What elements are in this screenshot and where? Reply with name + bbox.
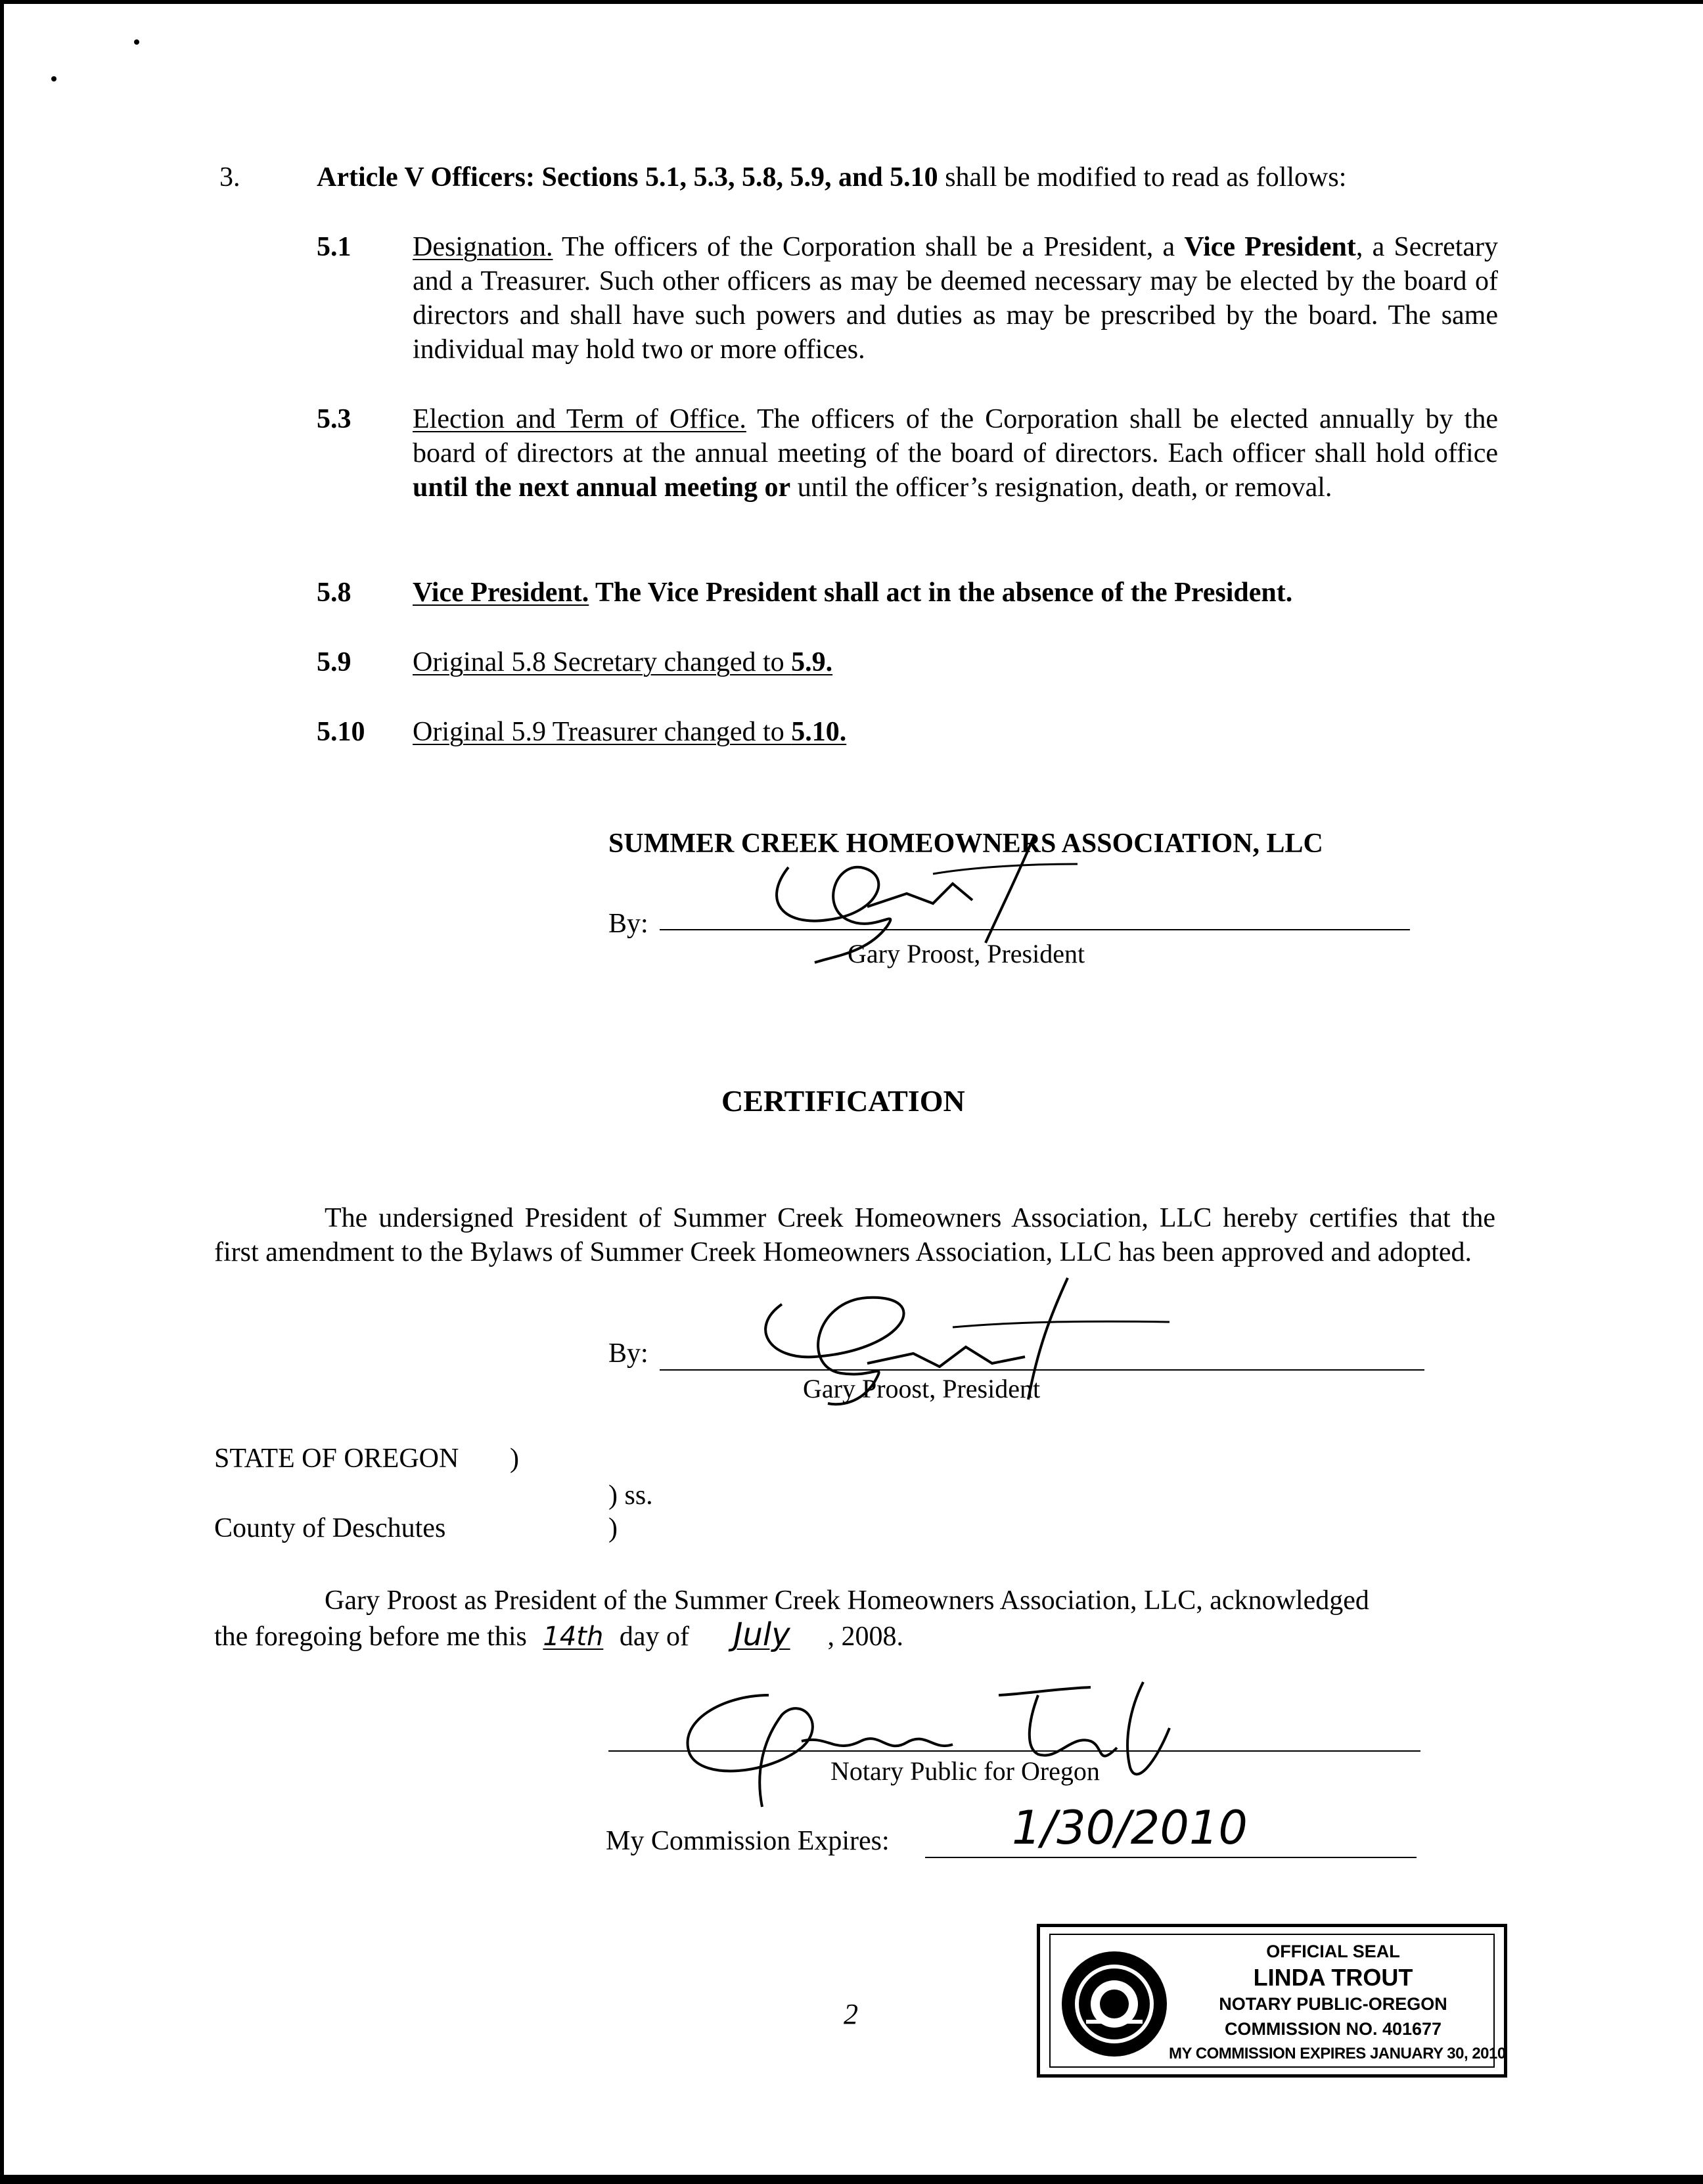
seal-text — [1169, 1939, 1506, 2066]
scan-speck — [51, 76, 57, 81]
certification-heading: CERTIFICATION — [721, 1084, 965, 1118]
signer-name: Gary Proost, President — [803, 1374, 1041, 1403]
section-5-1-paragraph — [413, 230, 1498, 367]
venue-paren: ) — [608, 1513, 618, 1543]
page-number: 2 — [844, 1998, 858, 2030]
commission-label: My Commission Expires: — [606, 1826, 890, 1856]
scan-border-top — [0, 0, 1703, 4]
section-5-3-paragraph — [413, 402, 1498, 505]
section-target: 5.10. — [791, 717, 847, 747]
section-bold-text: until the next annual meeting or — [413, 472, 791, 503]
section-number: 5.1 — [317, 232, 352, 262]
venue-ss: ) ss. — [608, 1480, 653, 1511]
section-target: 5.9. — [791, 647, 833, 677]
seal-line-4: COMMISSION NO. 401677 — [1224, 2019, 1442, 2039]
section-text: The officers of the Corporation shall be a President, a — [553, 232, 1185, 262]
organization-name: SUMMER CREEK HOMEOWNERS ASSOCIATION, LLC — [608, 829, 1323, 859]
ack-text: , 2008. — [827, 1622, 903, 1652]
sections-phrase: Sections 5.1, 5.3, 5.8, 5.9, and 5.10 — [541, 162, 938, 193]
certification-body: The undersigned President of Summer Creek Homeowners Association, LLC hereby certifies that the first amendment to the Bylaws of Summer Creek Homeowners Association, LLC has been approved and adopted. — [214, 1203, 1495, 1267]
section-number: 5.10 — [317, 717, 365, 747]
commission-date-handwritten: 1/30/2010 — [1012, 1801, 1248, 1855]
section-text: until the officer’s resignation, death, or removal. — [790, 472, 1332, 503]
notary-signature — [670, 1669, 1209, 1813]
signer-name: Gary Proost, President — [848, 939, 1085, 968]
scan-border-bottom — [0, 2175, 1703, 2184]
section-heading: Election and Term of Office. — [413, 404, 746, 434]
section-5-10-line — [413, 715, 846, 749]
section-number: 5.3 — [317, 404, 352, 434]
scan-speck — [134, 39, 139, 45]
section-text: The officers of the Corporation shall be elected annually by the board of directors at the annual meeting of the board of directors. Each officer shall hold office — [413, 404, 1498, 468]
section-heading: Vice President. — [413, 578, 589, 608]
section-heading: Designation. — [413, 232, 553, 262]
section-text: , a Secretary and a Treasurer. Such other officers as may be deemed necessary may be elected by the board of directors and shall have such powers and duties as may be prescribed by the board. The same individual may hold two or more offices. — [413, 232, 1499, 365]
article-title: Article V Officers: — [317, 162, 535, 193]
section-text: The Vice President shall act in the absence of the President. — [589, 578, 1293, 608]
state-label: STATE OF OREGON — [214, 1444, 459, 1474]
notary-official-seal — [1037, 1924, 1507, 2078]
ack-text: day of — [612, 1622, 696, 1652]
section-bold-text: Vice President — [1184, 232, 1356, 262]
seal-line-2: LINDA TROUT — [1253, 1964, 1413, 1991]
seal-line-5: MY COMMISSION EXPIRES JANUARY 30, 2010 — [1169, 2045, 1506, 2062]
ack-text: the foregoing before me this — [214, 1622, 534, 1652]
seal-line-3: NOTARY PUBLIC-OREGON — [1219, 1994, 1447, 2014]
by-label: By: — [608, 1338, 648, 1369]
item-number: 3. — [219, 162, 240, 193]
seal-line-1: OFFICIAL SEAL — [1266, 1942, 1400, 1961]
handwritten-day: 14th — [543, 1622, 604, 1652]
item-heading — [317, 160, 1346, 194]
venue-paren: ) — [510, 1444, 519, 1474]
president-signature-1 — [736, 828, 1104, 966]
by-label: By: — [608, 909, 648, 939]
section-5-9-line — [413, 645, 832, 679]
county-label: County of Deschutes — [214, 1513, 446, 1543]
section-text: Original 5.9 Treasurer changed to — [413, 717, 792, 747]
section-number: 5.8 — [317, 578, 352, 608]
state-seal-emblem — [1060, 1949, 1169, 2059]
commission-line — [925, 1857, 1417, 1858]
president-signature-2 — [736, 1275, 1183, 1406]
section-5-8-line — [413, 576, 1292, 610]
notary-title: Notary Public for Oregon — [830, 1756, 1100, 1786]
section-text: Original 5.8 Secretary changed to — [413, 647, 792, 677]
scan-border-left — [0, 0, 4, 2184]
section-number: 5.9 — [317, 647, 352, 677]
item-intro: shall be modified to read as follows: — [938, 162, 1347, 193]
handwritten-month: July — [733, 1616, 790, 1653]
acknowledgment-line-1: Gary Proost as President of the Summer Creek Homeowners Association, LLC, acknowledged — [325, 1585, 1369, 1616]
acknowledgment-line-2 — [214, 1618, 903, 1654]
